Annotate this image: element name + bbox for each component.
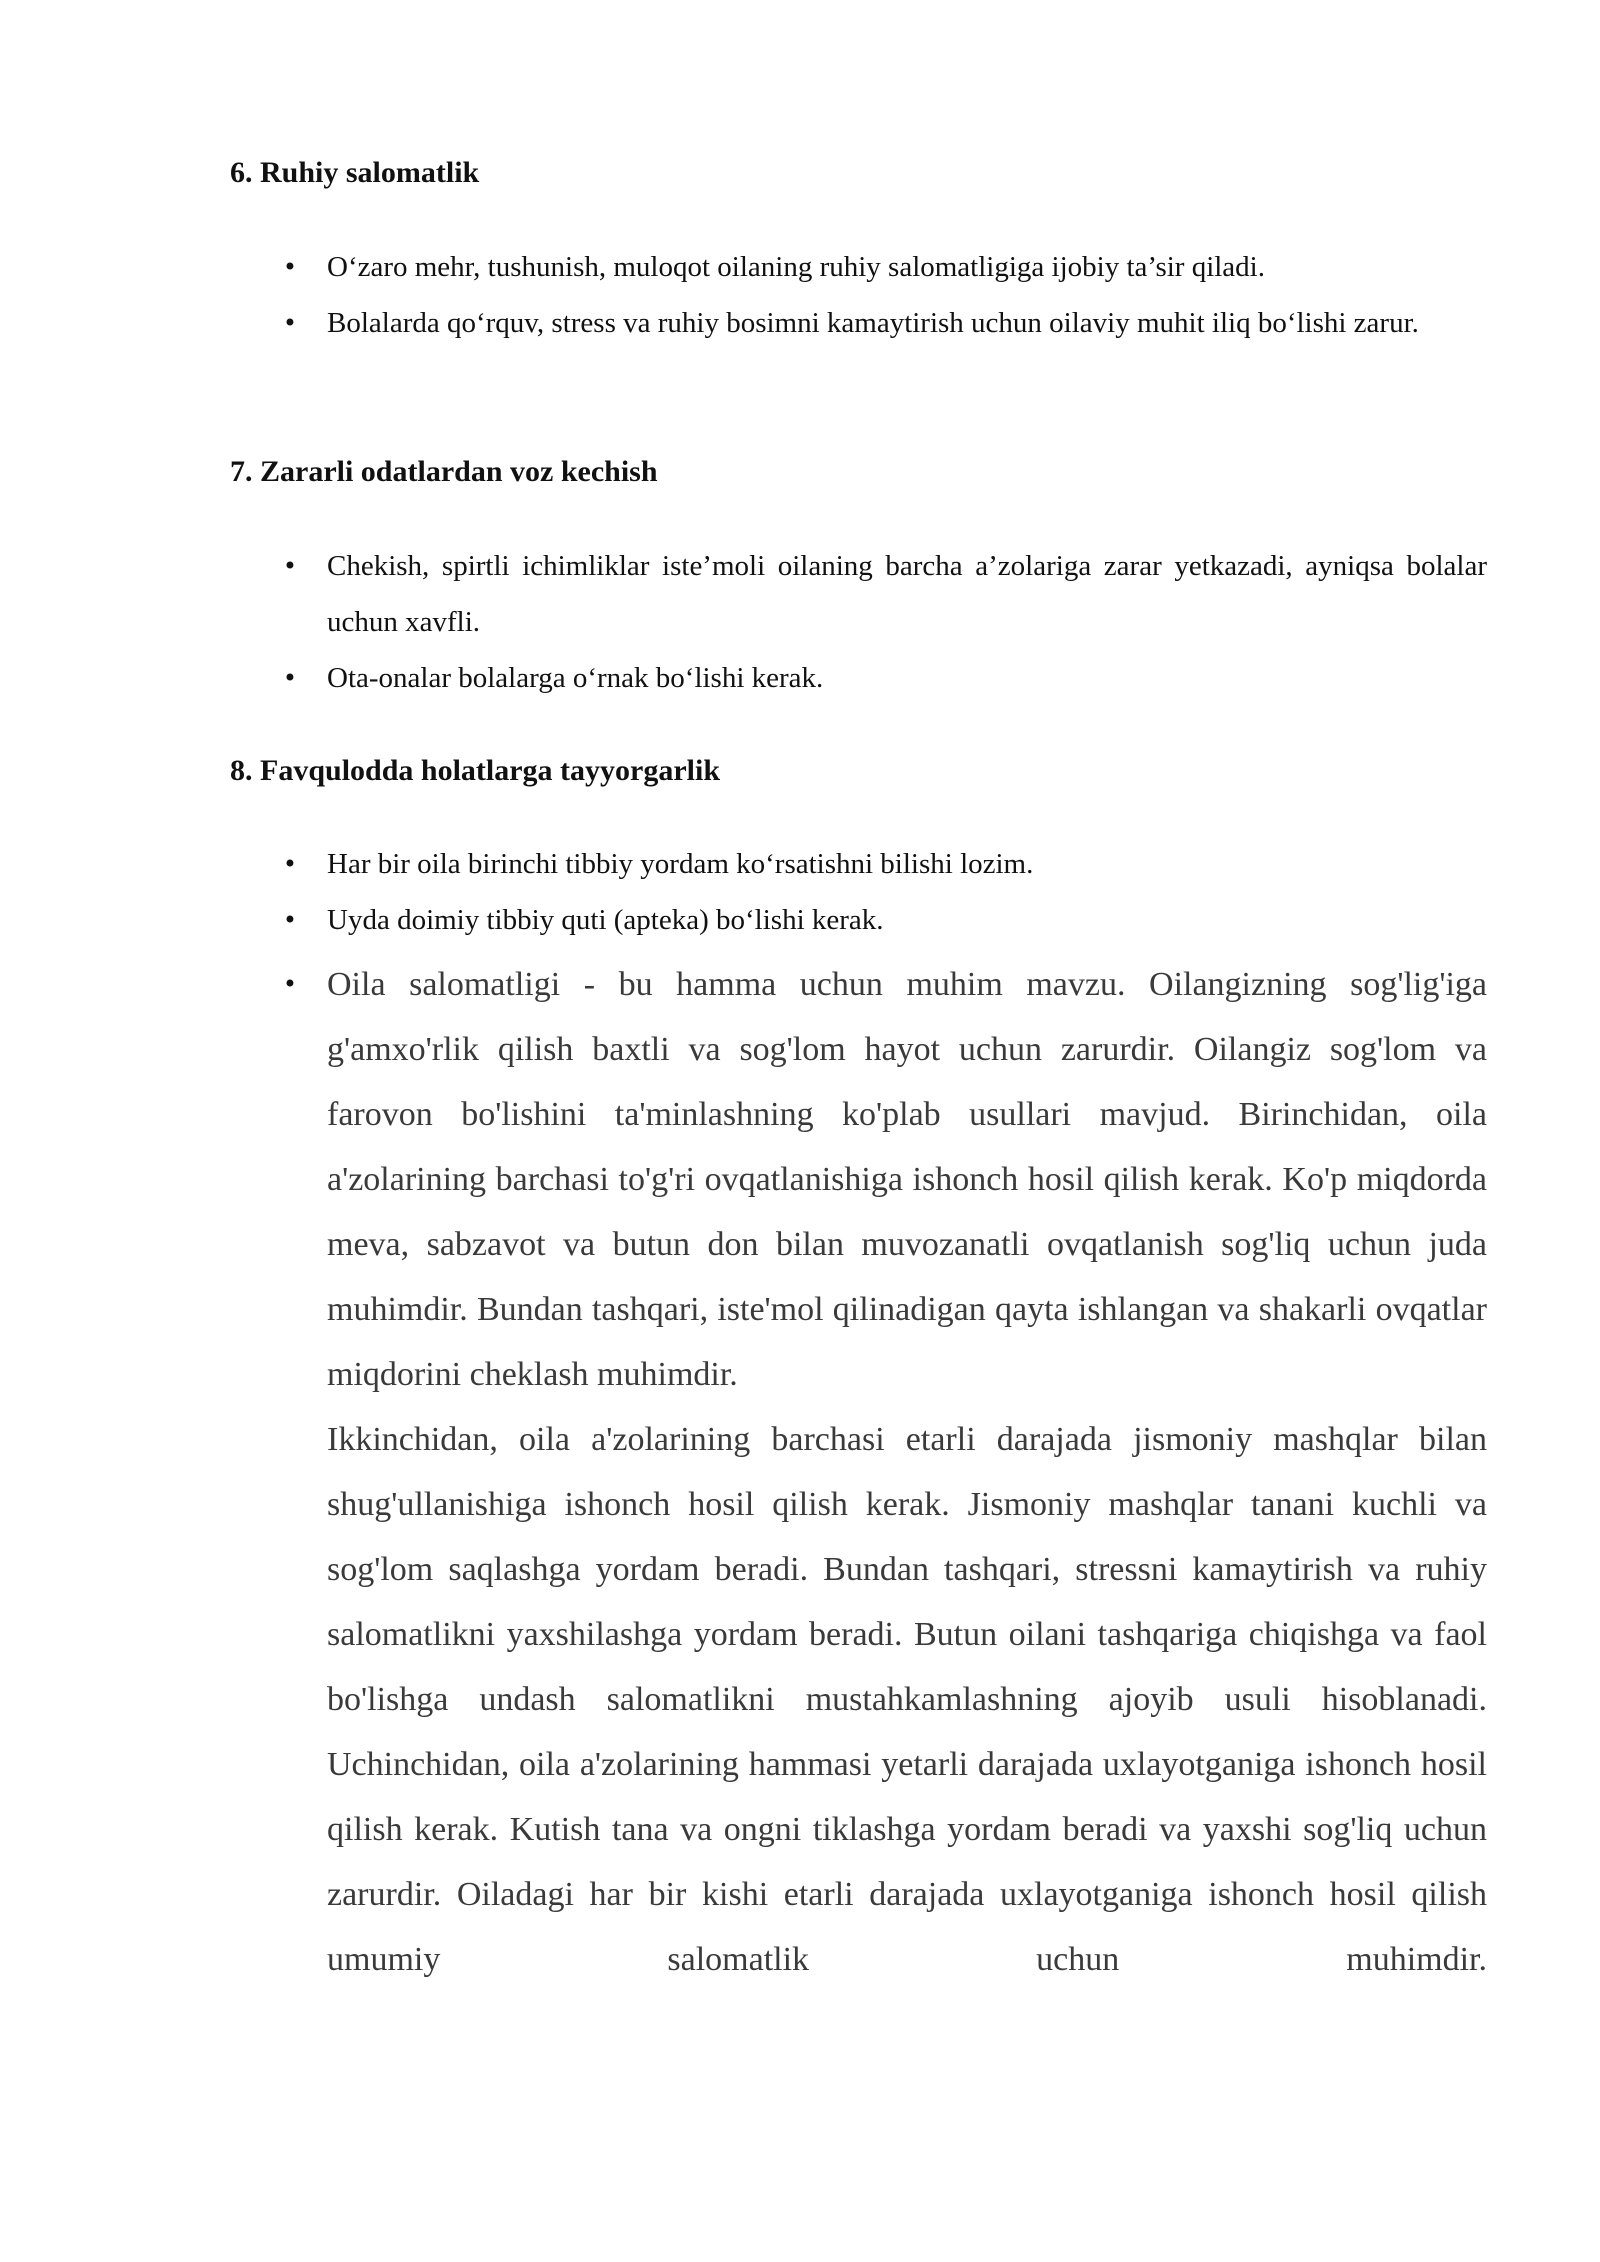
list-item <box>282 892 1487 948</box>
bullet-icon: • <box>282 253 298 281</box>
bullet-icon: • <box>282 664 298 692</box>
article-paragraph: Uchinchidan, oila a'zolarining hammasi yetarli darajada uxlayotganiga ishonch hosil qilish kerak. Kutish tana va ongni tiklashga yordam beradi va yaxshi sog'liq uchun zarurdir. Oiladagi har bir kishi etarli darajada uxlayotganiga ishonch hosil qilish umumiy salomatlik uchun muhimdir. <box>327 1746 1487 1978</box>
article-paragraph: Ikkinchidan, oila a'zolarining barchasi etarli darajada jismoniy mashqlar bilan shug'ullanishiga ishonch hosil qilish kerak. Jismoniy mashqlar tanani kuchli va sog'lom saqlashga yordam beradi. Bundan tashqari, stressni kamaytirish va ruhiy salomatlikni yaxshilashga yordam beradi. Butun oilani tashqariga chiqishga va faol bo'lishga undash salomatlikni mustahkamlashning ajoyib usuli hisoblanadi. <box>327 1421 1487 1718</box>
bullet-icon: • <box>282 906 298 934</box>
bullet-icon: • <box>282 552 298 580</box>
section-heading: 8. Favqulodda holatlarga tayyorgarlik <box>230 754 721 787</box>
list-item <box>282 650 1487 706</box>
bullet-list <box>0 836 1487 1992</box>
section-heading: 7. Zararli odatlardan voz kechish <box>230 455 658 488</box>
list-item-text: Chekish, spirtli ichimliklar iste’moli oilaning barcha a’zolariga zarar yetkazadi, ayniqsa bolalar uchun xavfli. <box>327 550 1487 638</box>
list-item-text: Har bir oila birinchi tibbiy yordam ko‘rsatishni bilishi lozim. <box>327 848 1034 880</box>
list-item-text: O‘zaro mehr, tushunish, muloqot oilaning ruhiy salomatligiga ijobiy ta’sir qiladi. <box>327 251 1265 283</box>
section-heading: 6. Ruhiy salomatlik <box>230 156 480 189</box>
list-item <box>282 538 1487 650</box>
bullet-icon: • <box>282 970 298 998</box>
bullet-icon: • <box>282 850 298 878</box>
list-item-text: Ota-onalar bolalarga o‘rnak bo‘lishi kerak. <box>327 662 824 694</box>
list-item <box>282 239 1487 295</box>
article-paragraph: Oila salomatligi - bu hamma uchun muhim mavzu. Oilangizning sog'lig'iga g'amxo'rlik qilish baxtli va sog'lom hayot uchun zarurdir. Oilangiz sog'lom va farovon bo'lishini ta'minlashning ko'plab usullari mavjud. Birinchidan, oila a'zolarining barchasi to'g'ri ovqatlanishiga ishonch hosil qilish kerak. Ko'p miqdorda meva, sabzavot va butun don bilan muvozanatli ovqatlanish sog'liq uchun juda muhimdir. Bundan tashqari, iste'mol qilinadigan qayta ishlangan va shakarli ovqatlar miqdorini cheklash muhimdir. <box>327 966 1487 1393</box>
list-item-text: Uyda doimiy tibbiy quti (apteka) bo‘lishi kerak. <box>327 904 884 936</box>
list-item <box>282 295 1487 351</box>
bullet-icon: • <box>282 309 298 337</box>
list-item <box>282 836 1487 892</box>
bullet-list <box>0 239 1487 351</box>
bullet-list <box>0 538 1487 706</box>
list-item-text: Bolalarda qo‘rquv, stress va ruhiy bosimni kamaytirish uchun oilaviy muhit iliq bo‘lishi zarur. <box>327 307 1419 339</box>
article-list-item <box>282 952 1487 1992</box>
